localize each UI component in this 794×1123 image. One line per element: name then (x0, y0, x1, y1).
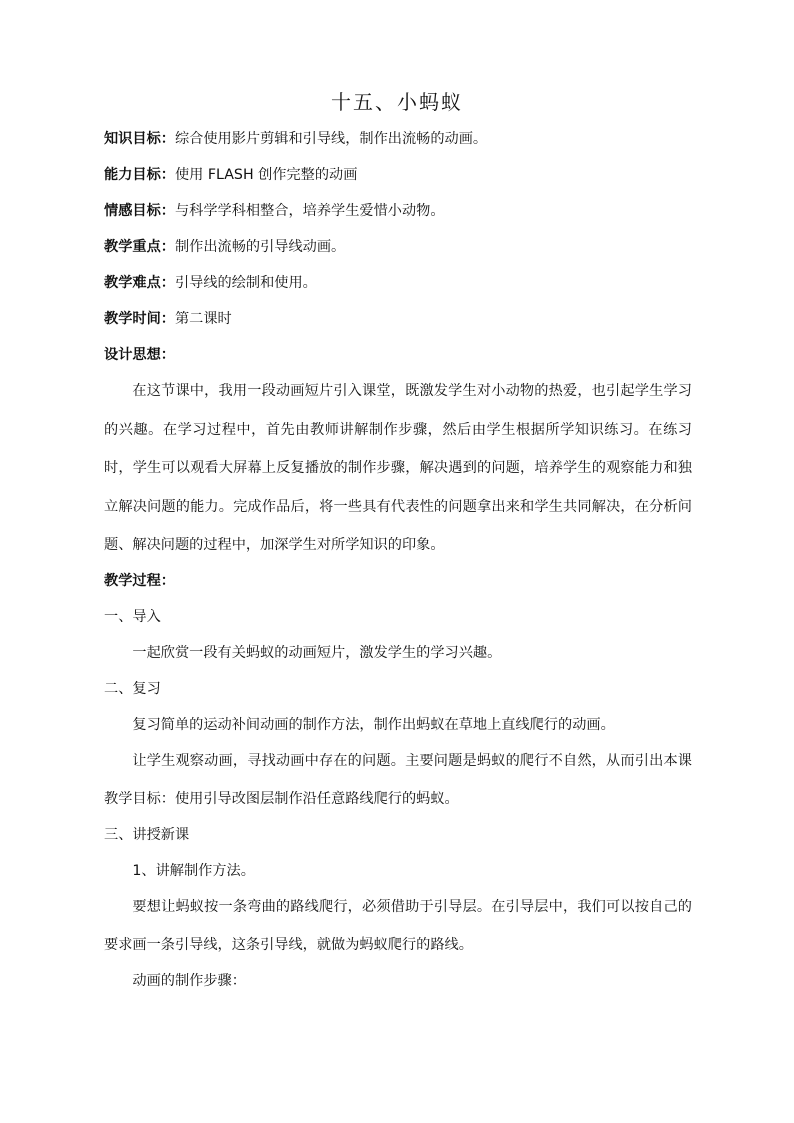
section-new-lesson-heading: 三、讲授新课 (104, 826, 190, 843)
objective-text: 第二课时 (174, 311, 232, 327)
section-new-lesson-subheading: 1、讲解制作方法。 (132, 862, 255, 879)
document-body (104, 128, 692, 1006)
teaching-time (104, 308, 692, 331)
page-title: 十五、小蚂蚁 (331, 90, 463, 114)
objective-text: 使用 FLASH 创作完整的动画 (174, 167, 358, 183)
objective-label: 能力目标： (104, 167, 175, 183)
objective-knowledge (104, 128, 692, 151)
objective-ability (104, 164, 692, 187)
section-new-lesson-text-2: 动画的制作步骤： (132, 972, 246, 989)
objective-text: 制作出流畅的引导线动画。 (174, 239, 346, 255)
section-introduction-text: 一起欣赏一段有关蚂蚁的动画短片，激发学生的学习兴趣。 (132, 644, 502, 661)
section-review-text-1: 复习简单的运动补间动画的制作方法，制作出蚂蚁在草地上直线爬行的动画。 (132, 716, 615, 733)
objective-label: 教学难点： (104, 275, 175, 291)
design-paragraph: 在这节课中，我用一段动画短片引入课堂，既激发学生对小动物的热爱，也引起学生学习的兴趣。在学习过程中，首先由教师讲解制作步骤，然后由学生根据所学知识练习。在练习时，学生可以观看大屏幕上反复播放的制作步骤，解决遇到的问题，培养学生的观察能力和独立解决问题的能力。完成作品后，将一些具有代表性的问题拿出来和学生共同解决，在分析问题、解决问题的过程中，加深学生对所学知识的印象。 (104, 383, 692, 553)
section-new-lesson-text-1: 要想让蚂蚁按一条弯曲的路线爬行，必须借助于引导层。在引导层中，我们可以按自己的要求画一条引导线，这条引导线，就做为蚂蚁爬行的路线。 (104, 898, 692, 953)
process-label: 教学过程： (104, 572, 175, 589)
design-label: 设计思想： (104, 347, 175, 363)
section-review-heading: 二、复习 (104, 680, 161, 697)
objective-label: 教学重点： (104, 239, 175, 255)
teaching-focus (104, 236, 692, 259)
objective-text: 引导线的绘制和使用。 (174, 275, 317, 291)
objective-text: 综合使用影片剪辑和引导线，制作出流畅的动画。 (174, 131, 488, 147)
objective-label: 情感目标： (104, 203, 175, 219)
section-review-text-2: 让学生观察动画，寻找动画中存在的问题。主要问题是蚂蚁的爬行不自然，从而引出本课教学目标：使用引导改图层制作沿任意路线爬行的蚂蚁。 (104, 752, 692, 807)
teaching-difficulty (104, 272, 692, 295)
objective-label: 知识目标： (104, 131, 175, 147)
process-heading (104, 570, 692, 593)
objective-label: 教学时间： (104, 311, 175, 327)
section-introduction-heading: 一、导入 (104, 608, 161, 625)
objective-text: 与科学学科相整合，培养学生爱惜小动物。 (174, 203, 445, 219)
design-heading (104, 344, 692, 367)
objective-emotion (104, 200, 692, 223)
